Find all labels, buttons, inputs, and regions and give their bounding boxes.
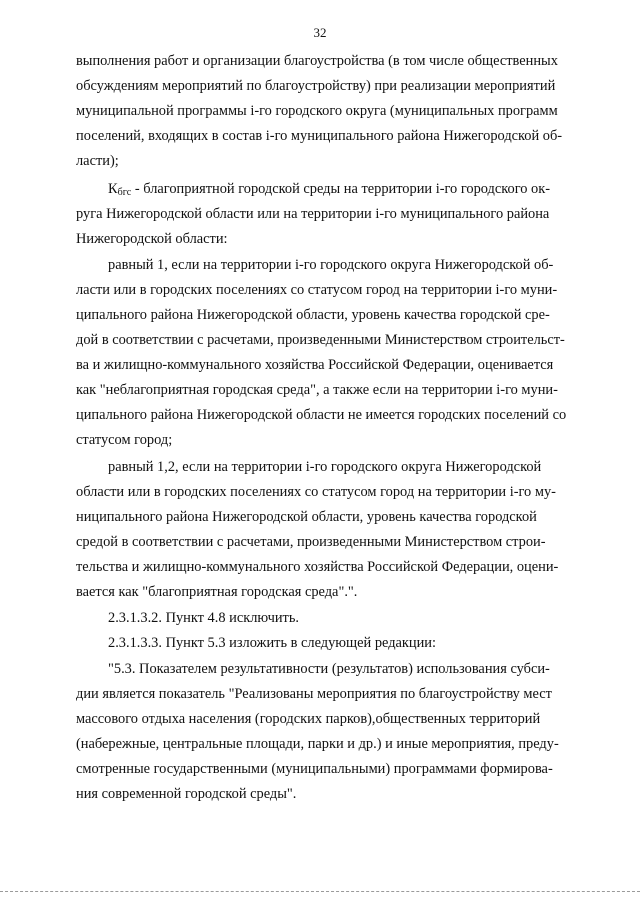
text-line: дии является показатель "Реализованы мероприятия по благоустройству мест [76,686,552,702]
text-line: ниципального района Нижегородской области, уровень качества городской [76,509,537,525]
text-line: дой в соответствии с расчетами, произведенными Министерством строительст- [76,332,565,348]
coefficient-definition-line [108,179,550,203]
coefficient-symbol: К [108,181,118,197]
text-line: ципального района Нижегородской области не имеется городских поселений со [76,407,567,423]
text-line: (набережные, центральные площади, парки и др.) и иные мероприятия, преду- [76,736,559,752]
text-line: средой в соответствии с расчетами, произведенными Министерством строи- [76,534,546,550]
text-line: ва и жилищно-коммунального хозяйства Российской Федерации, оценивается [76,357,554,373]
text-line: ласти); [76,153,119,169]
text-line: Нижегородской области: [76,231,228,247]
coefficient-definition-text: - благоприятной городской среды на территории i-го городского ок- [131,181,551,197]
bottom-divider [0,891,640,892]
text-line: вается как "благоприятная городская среда".". [76,584,358,600]
text-line: 2.3.1.3.3. Пункт 5.3 изложить в следующей редакции: [108,635,437,651]
text-line: равный 1,2, если на территории i-го городского округа Нижегородской [108,459,542,475]
text-line: тельства и жилищно-коммунального хозяйства Российской Федерации, оцени- [76,559,559,575]
text-line: обсуждениям мероприятий по благоустройству) при реализации мероприятий [76,78,556,94]
text-line: 2.3.1.3.2. Пункт 4.8 исключить. [108,610,299,626]
coefficient-subscript: бгс [117,187,132,198]
text-line: как "неблагоприятная городская среда", а также если на территории i-го муни- [76,382,558,398]
text-line: ласти или в городских поселениях со статусом город на территории i-го муни- [76,282,558,298]
page-number: 32 [313,25,327,40]
text-line: поселений, входящих в состав i-го муниципального района Нижегородской об- [76,128,563,144]
text-line: руга Нижегородской области или на территории i-го муниципального района [76,206,550,222]
text-line: равный 1, если на территории i-го городского округа Нижегородской об- [108,257,554,273]
text-line: смотренные государственными (муниципальными) программами формирова- [76,761,553,777]
text-line: ципального района Нижегородской области, уровень качества городской сре- [76,307,550,323]
text-line: области или в городских поселениях со статусом город на территории i-го му- [76,484,556,500]
text-line: ния современной городской среды". [76,786,297,802]
text-line: муниципальной программы i-го городского округа (муниципальных программ [76,103,558,119]
text-line: выполнения работ и организации благоустройства (в том числе общественных [76,53,558,69]
text-line: массового отдыха населения (городских парков),общественных территорий [76,711,541,727]
text-line: статусом город; [76,432,173,448]
text-line: "5.3. Показателем результативности (результатов) использования субси- [108,661,550,677]
